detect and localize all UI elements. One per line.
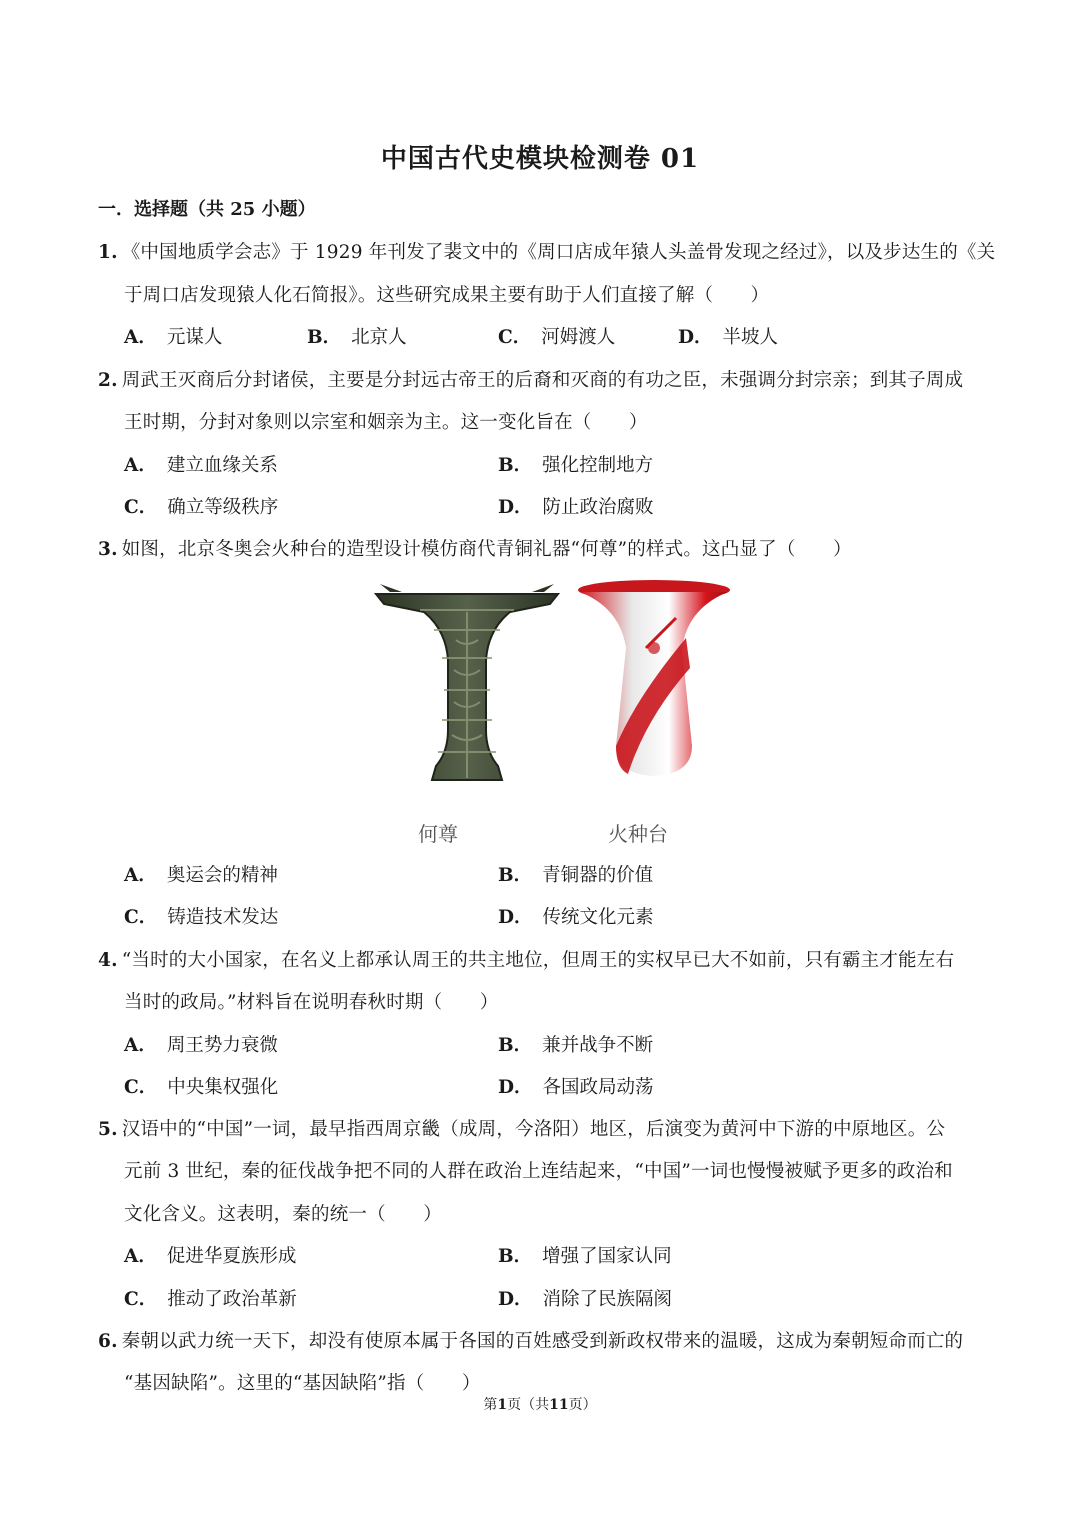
- q1-option-d[interactable]: [678, 323, 778, 349]
- option-key: A．: [124, 1035, 157, 1056]
- option-text: 消除了民族隔阂: [542, 1289, 673, 1310]
- page-title: 中国古代史模块检测卷 01: [380, 144, 700, 174]
- q5-option-c[interactable]: [124, 1285, 297, 1311]
- option-text: 传统文化元素: [542, 907, 654, 928]
- q3-option-b[interactable]: [498, 861, 653, 887]
- question-5-line2: 元前 3 世纪，秦的征伐战争把不同的人群在政治上连结起来，“中国”一词也慢慢被赋予更多的政治和: [124, 1161, 953, 1182]
- caption-he-zun: 何尊: [418, 822, 458, 846]
- q1-option-b[interactable]: [307, 323, 407, 349]
- q4-option-b[interactable]: [498, 1031, 653, 1057]
- question-6-line2: “基因缺陷”。这里的“基因缺陷”指（ ）: [124, 1373, 481, 1394]
- option-text: 各国政局动荡: [542, 1077, 654, 1098]
- q5-option-d[interactable]: [498, 1285, 672, 1311]
- q3-option-d[interactable]: [498, 903, 654, 929]
- option-key: C．: [124, 497, 158, 518]
- option-text: 建立血缘关系: [166, 455, 278, 476]
- q4-option-a[interactable]: [124, 1031, 278, 1057]
- option-text: 奥运会的精神: [166, 865, 278, 886]
- option-key: A．: [124, 327, 157, 348]
- option-text: 促进华夏族形成: [166, 1246, 297, 1267]
- option-key: A．: [124, 865, 157, 886]
- option-text: 铸造技术发达: [167, 907, 279, 928]
- question-text: 周武王灭商后分封诸侯，主要是分封远古帝王的后裔和灭商的有功之臣，未强调分封宗亲；到其子周成: [121, 370, 964, 391]
- question-5-line1: [98, 1115, 945, 1141]
- question-number: 3.: [98, 539, 118, 560]
- question-4-line1: [98, 946, 954, 972]
- q5-option-b[interactable]: [498, 1242, 672, 1268]
- option-text: 青铜器的价值: [542, 865, 654, 886]
- option-text: 兼并战争不断: [542, 1035, 654, 1056]
- question-1-line2: 于周口店发现猿人化石简报》。这些研究成果主要有助于人们直接了解（ ）: [124, 285, 770, 306]
- q4-option-d[interactable]: [498, 1073, 654, 1099]
- option-text: 防止政治腐败: [542, 497, 654, 518]
- option-key: B．: [307, 327, 342, 348]
- section-heading: 一．选择题（共 25 小题）: [98, 199, 316, 220]
- option-text: 中央集权强化: [167, 1077, 279, 1098]
- option-text: 确立等级秩序: [167, 497, 279, 518]
- option-text: 周王势力衰微: [166, 1035, 278, 1056]
- option-text: 强化控制地方: [542, 455, 654, 476]
- option-key: B．: [498, 1246, 533, 1267]
- option-text: 北京人: [351, 327, 407, 348]
- option-text: 推动了政治革新: [167, 1289, 297, 1310]
- question-3-line1: [98, 535, 852, 561]
- q2-option-d[interactable]: [498, 493, 654, 519]
- footer-total-pages: 11: [549, 1397, 569, 1413]
- question-2-line1: [98, 366, 963, 392]
- torch-stand-image: [576, 578, 732, 783]
- option-key: C．: [124, 1077, 158, 1098]
- question-2-line2: 王时期，分封对象则以宗室和姻亲为主。这一变化旨在（ ）: [124, 412, 648, 433]
- he-zun-vessel-image: [372, 580, 562, 785]
- footer-middle: 页（共: [507, 1397, 550, 1413]
- footer-page-number: 1: [497, 1397, 508, 1413]
- q3-option-c[interactable]: [124, 903, 278, 929]
- question-1-line1: [98, 238, 995, 264]
- footer-prefix: 第: [483, 1397, 498, 1413]
- option-text: 增强了国家认同: [542, 1246, 672, 1267]
- q2-option-b[interactable]: [498, 451, 653, 477]
- option-key: D．: [498, 1077, 533, 1098]
- caption-torch-stand: 火种台: [608, 822, 668, 846]
- option-key: A．: [124, 455, 157, 476]
- question-number: 1.: [98, 242, 118, 263]
- q2-option-c[interactable]: [124, 493, 278, 519]
- option-key: C．: [124, 1289, 158, 1310]
- option-key: B．: [498, 865, 533, 886]
- option-key: A．: [124, 1246, 157, 1267]
- question-number: 4.: [98, 950, 118, 971]
- question-4-line2: 当时的政局。”材料旨在说明春秋时期（ ）: [124, 992, 499, 1013]
- q5-option-a[interactable]: [124, 1242, 296, 1268]
- question-text: “当时的大小国家，在名义上都承认周王的共主地位，但周王的实权早已大不如前，只有霸主才能左右: [121, 950, 955, 971]
- option-key: D．: [498, 497, 533, 518]
- question-text: 汉语中的“中国”一词，最早指西周京畿（成周，今洛阳）地区，后演变为黄河中下游的中原地区。公: [121, 1119, 946, 1140]
- q1-option-a[interactable]: [124, 323, 222, 349]
- q4-option-c[interactable]: [124, 1073, 278, 1099]
- question-6-line1: [98, 1327, 963, 1353]
- q3-option-a[interactable]: [124, 861, 278, 887]
- option-key: B．: [498, 1035, 533, 1056]
- question-text: 秦朝以武力统一天下，却没有使原本属于各国的百姓感受到新政权带来的温暖，这成为秦朝短命而亡的: [121, 1331, 964, 1352]
- footer-suffix: 页）: [568, 1397, 597, 1413]
- question-text: 如图，北京冬奥会火种台的造型设计模仿商代青铜礼器“何尊”的样式。这凸显了（ ）: [121, 539, 852, 560]
- option-text: 半坡人: [722, 327, 779, 348]
- question-number: 2.: [98, 370, 118, 391]
- option-key: D．: [678, 327, 713, 348]
- q2-option-a[interactable]: [124, 451, 278, 477]
- page-footer: [0, 1394, 1080, 1414]
- option-text: 元谋人: [166, 327, 223, 348]
- option-key: C．: [498, 327, 532, 348]
- question-5-line3: 文化含义。这表明，秦的统一（ ）: [124, 1204, 442, 1225]
- option-key: C．: [124, 907, 158, 928]
- question-number: 5.: [98, 1119, 118, 1140]
- option-key: B．: [498, 455, 533, 476]
- question-text: 《中国地质学会志》于 1929 年刊发了裴文中的《周口店成年猿人头盖骨发现之经过》，以及步达生的《关: [121, 242, 996, 263]
- option-key: D．: [498, 1289, 533, 1310]
- option-text: 河姆渡人: [541, 327, 616, 348]
- question-number: 6.: [98, 1331, 118, 1352]
- q1-option-c[interactable]: [498, 323, 615, 349]
- option-key: D．: [498, 907, 533, 928]
